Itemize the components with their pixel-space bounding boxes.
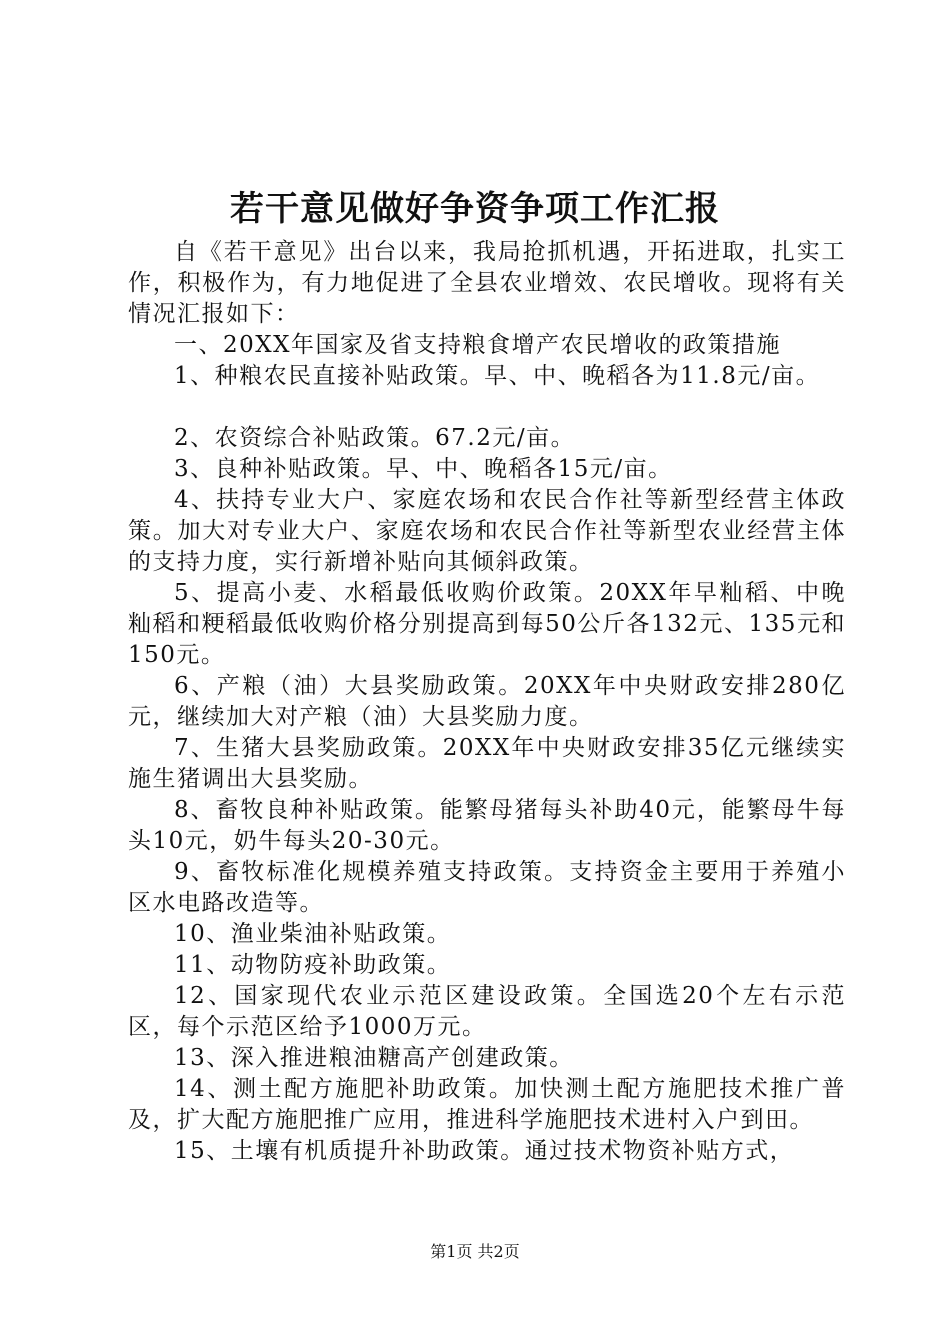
paragraph-item-4: 4、扶持专业大户、家庭农场和农民合作社等新型经营主体政策。加大对专业大户、家庭农场和农民合作社等新型农业经营主体的支持力度，实行新增补贴向其倾斜政策。 — [128, 487, 846, 575]
paragraph-section-heading: 一、20XX年国家及省支持粮食增产农民增收的政策措施 — [174, 332, 782, 358]
paragraph-item-9: 9、畜牧标准化规模养殖支持政策。支持资金主要用于养殖小区水电路改造等。 — [128, 859, 846, 916]
document-body — [128, 237, 846, 1167]
paragraph-item-7: 7、生猪大县奖励政策。20XX年中央财政安排35亿元继续实施生猪调出大县奖励。 — [128, 735, 846, 792]
paragraph-item-12: 12、国家现代农业示范区建设政策。全国选20个左右示范区，每个示范区给予1000万元。 — [128, 983, 846, 1040]
paragraph-item-5: 5、提高小麦、水稻最低收购价政策。20XX年早籼稻、中晚籼稻和粳稻最低收购价格分别提高到每50公斤各132元、135元和150元。 — [128, 580, 846, 668]
paragraph-intro: 自《若干意见》出台以来，我局抢抓机遇，开拓进取，扎实工作，积极作为，有力地促进了全县农业增效、农民增收。现将有关情况汇报如下： — [128, 239, 846, 327]
paragraph-item-2: 2、农资综合补贴政策。67.2元/亩。 — [174, 425, 576, 451]
page-number-footer: 第1页 共2页 — [430, 1242, 520, 1261]
paragraph-item-14: 14、测土配方施肥补助政策。加快测土配方施肥技术推广普及，扩大配方施肥推广应用，推进科学施肥技术进村入户到田。 — [128, 1076, 846, 1133]
paragraph-item-1: 1、种粮农民直接补贴政策。早、中、晚稻各为11.8元/亩。 — [174, 363, 821, 389]
paragraph-item-3: 3、良种补贴政策。早、中、晚稻各15元/亩。 — [174, 456, 673, 482]
paragraph-item-10: 10、渔业柴油补贴政策。 — [174, 921, 452, 947]
paragraph-item-13: 13、深入推进粮油糖高产创建政策。 — [174, 1045, 574, 1071]
document-title: 若干意见做好争资争项工作汇报 — [230, 189, 720, 229]
paragraph-item-15: 15、土壤有机质提升补助政策。通过技术物资补贴方式， — [174, 1138, 795, 1164]
paragraph-item-11: 11、动物防疫补助政策。 — [174, 952, 452, 978]
paragraph-item-8: 8、畜牧良种补贴政策。能繁母猪每头补助40元，能繁母牛每头10元，奶牛每头20-30元。 — [128, 797, 846, 854]
paragraph-item-6: 6、产粮（油）大县奖励政策。20XX年中央财政安排280亿元，继续加大对产粮（油）大县奖励力度。 — [128, 673, 846, 730]
